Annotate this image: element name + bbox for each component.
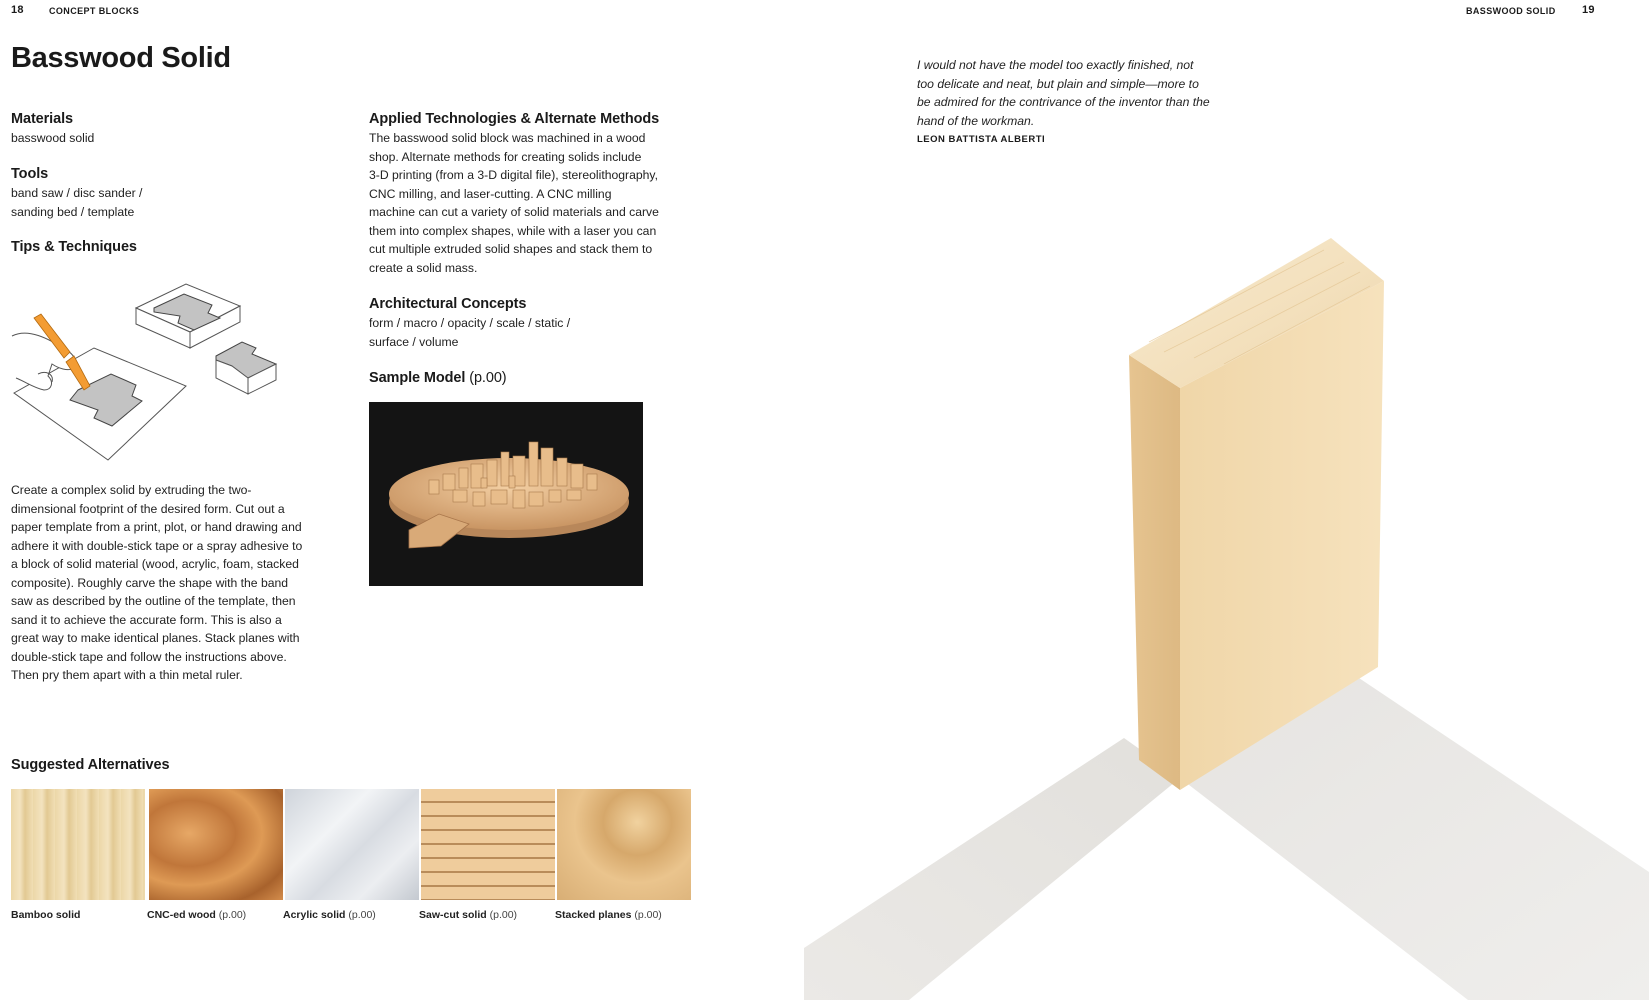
alternative-page-ref: (p.00) bbox=[489, 909, 518, 921]
paragraph-line: Create a complex solid by extruding the two- bbox=[11, 483, 252, 497]
alternative-caption bbox=[419, 909, 517, 921]
applied-line: The basswood solid block was machined in a wood bbox=[369, 131, 646, 145]
sample-model-photo bbox=[369, 402, 643, 586]
alternative-caption bbox=[283, 909, 376, 921]
template-technique-illustration bbox=[8, 278, 308, 463]
alternatives-heading: Suggested Alternatives bbox=[11, 757, 170, 773]
tips-heading: Tips & Techniques bbox=[11, 239, 137, 255]
sample-model-page-ref: (p.00) bbox=[469, 370, 507, 386]
alternative-caption bbox=[147, 909, 246, 921]
quote-line: too delicate and neat, but plain and simple—more to bbox=[917, 76, 1199, 91]
alternative-page-ref: (p.00) bbox=[218, 909, 247, 921]
page-title: Basswood Solid bbox=[11, 42, 231, 74]
applied-line: machine can cut a variety of solid materials and carve bbox=[369, 205, 659, 219]
applied-heading: Applied Technologies & Alternate Methods bbox=[369, 111, 660, 127]
applied-line: cut multiple extruded solid shapes and stack them to bbox=[369, 242, 653, 256]
page-number-right: 19 bbox=[1582, 4, 1595, 16]
applied-line: CNC milling, and laser-cutting. A CNC milling bbox=[369, 186, 612, 201]
saw-cut-solid-swatch bbox=[421, 789, 555, 900]
tools-line: band saw / disc sander / bbox=[11, 186, 143, 200]
applied-text bbox=[369, 129, 659, 277]
paragraph-line: dimensional footprint of the desired form. Cut out a bbox=[11, 501, 285, 516]
concepts-text bbox=[369, 314, 570, 351]
alternative-label: Stacked planes bbox=[555, 909, 632, 921]
quote-line: I would not have the model too exactly finished, not bbox=[917, 58, 1194, 72]
epigraph-quote bbox=[917, 56, 1247, 130]
alternative-label: CNC-ed wood bbox=[147, 909, 216, 921]
alternative-label: Bamboo solid bbox=[11, 909, 81, 921]
sample-model-heading bbox=[369, 370, 507, 386]
quote-line: hand of the workman. bbox=[917, 113, 1035, 128]
applied-line: shop. Alternate methods for creating solids include bbox=[369, 149, 642, 164]
paragraph-line: saw as described by the outline of the template, then bbox=[11, 594, 296, 608]
tools-heading: Tools bbox=[11, 166, 49, 182]
concepts-line: surface / volume bbox=[369, 334, 459, 349]
paragraph-line: great way to make identical planes. Stack planes with bbox=[11, 631, 300, 645]
bamboo-solid-swatch bbox=[11, 789, 145, 900]
tools-line: sanding bed / template bbox=[11, 204, 135, 219]
quote-line: be admired for the contrivance of the inventor than the bbox=[917, 95, 1210, 109]
paragraph-line: paper template from a print, plot, or hand drawing and bbox=[11, 520, 302, 534]
technique-paragraph bbox=[11, 481, 333, 685]
sample-model-label: Sample Model bbox=[369, 370, 466, 386]
alternative-page-ref: (p.00) bbox=[634, 909, 662, 921]
concepts-line: form / macro / opacity / scale / static / bbox=[369, 316, 571, 330]
concepts-heading: Architectural Concepts bbox=[369, 296, 527, 312]
quote-attribution: LEON BATTISTA ALBERTI bbox=[917, 134, 1046, 145]
materials-heading: Materials bbox=[11, 111, 73, 127]
tools-text bbox=[11, 184, 142, 221]
running-head-left: CONCEPT BLOCKS bbox=[49, 6, 140, 16]
alternative-label: Acrylic solid bbox=[283, 909, 346, 921]
basswood-block-photo bbox=[804, 0, 1649, 1000]
alternative-caption bbox=[11, 909, 80, 921]
materials-text: basswood solid bbox=[11, 131, 95, 145]
page-number-left: 18 bbox=[11, 4, 24, 16]
applied-line: create a solid mass. bbox=[369, 260, 478, 275]
stacked-planes-swatch bbox=[557, 789, 691, 900]
paragraph-line: sand it to achieve the accurate form. This is also a bbox=[11, 612, 282, 627]
paragraph-line: Then pry them apart with a thin metal ruler. bbox=[11, 668, 243, 682]
alternative-page-ref: (p.00) bbox=[348, 909, 376, 921]
applied-line: them into complex shapes, while with a laser you can bbox=[369, 223, 657, 238]
paragraph-line: double-stick tape and follow the instructions above. bbox=[11, 649, 287, 664]
paragraph-line: composite). Roughly carve the shape with the band bbox=[11, 575, 289, 590]
paragraph-line: a block of solid material (wood, acrylic, foam, stacked bbox=[11, 557, 299, 571]
alternative-label: Saw-cut solid bbox=[419, 909, 487, 921]
applied-line: 3-D printing (from a 3-D digital file), stereolithography, bbox=[369, 168, 659, 182]
running-head-right: BASSWOOD SOLID bbox=[1466, 6, 1556, 16]
paragraph-line: adhere it with double-stick tape or a spray adhesive to bbox=[11, 538, 303, 553]
acrylic-solid-swatch bbox=[285, 789, 419, 900]
alternative-caption bbox=[555, 909, 662, 921]
cnc-wood-swatch bbox=[149, 789, 283, 900]
